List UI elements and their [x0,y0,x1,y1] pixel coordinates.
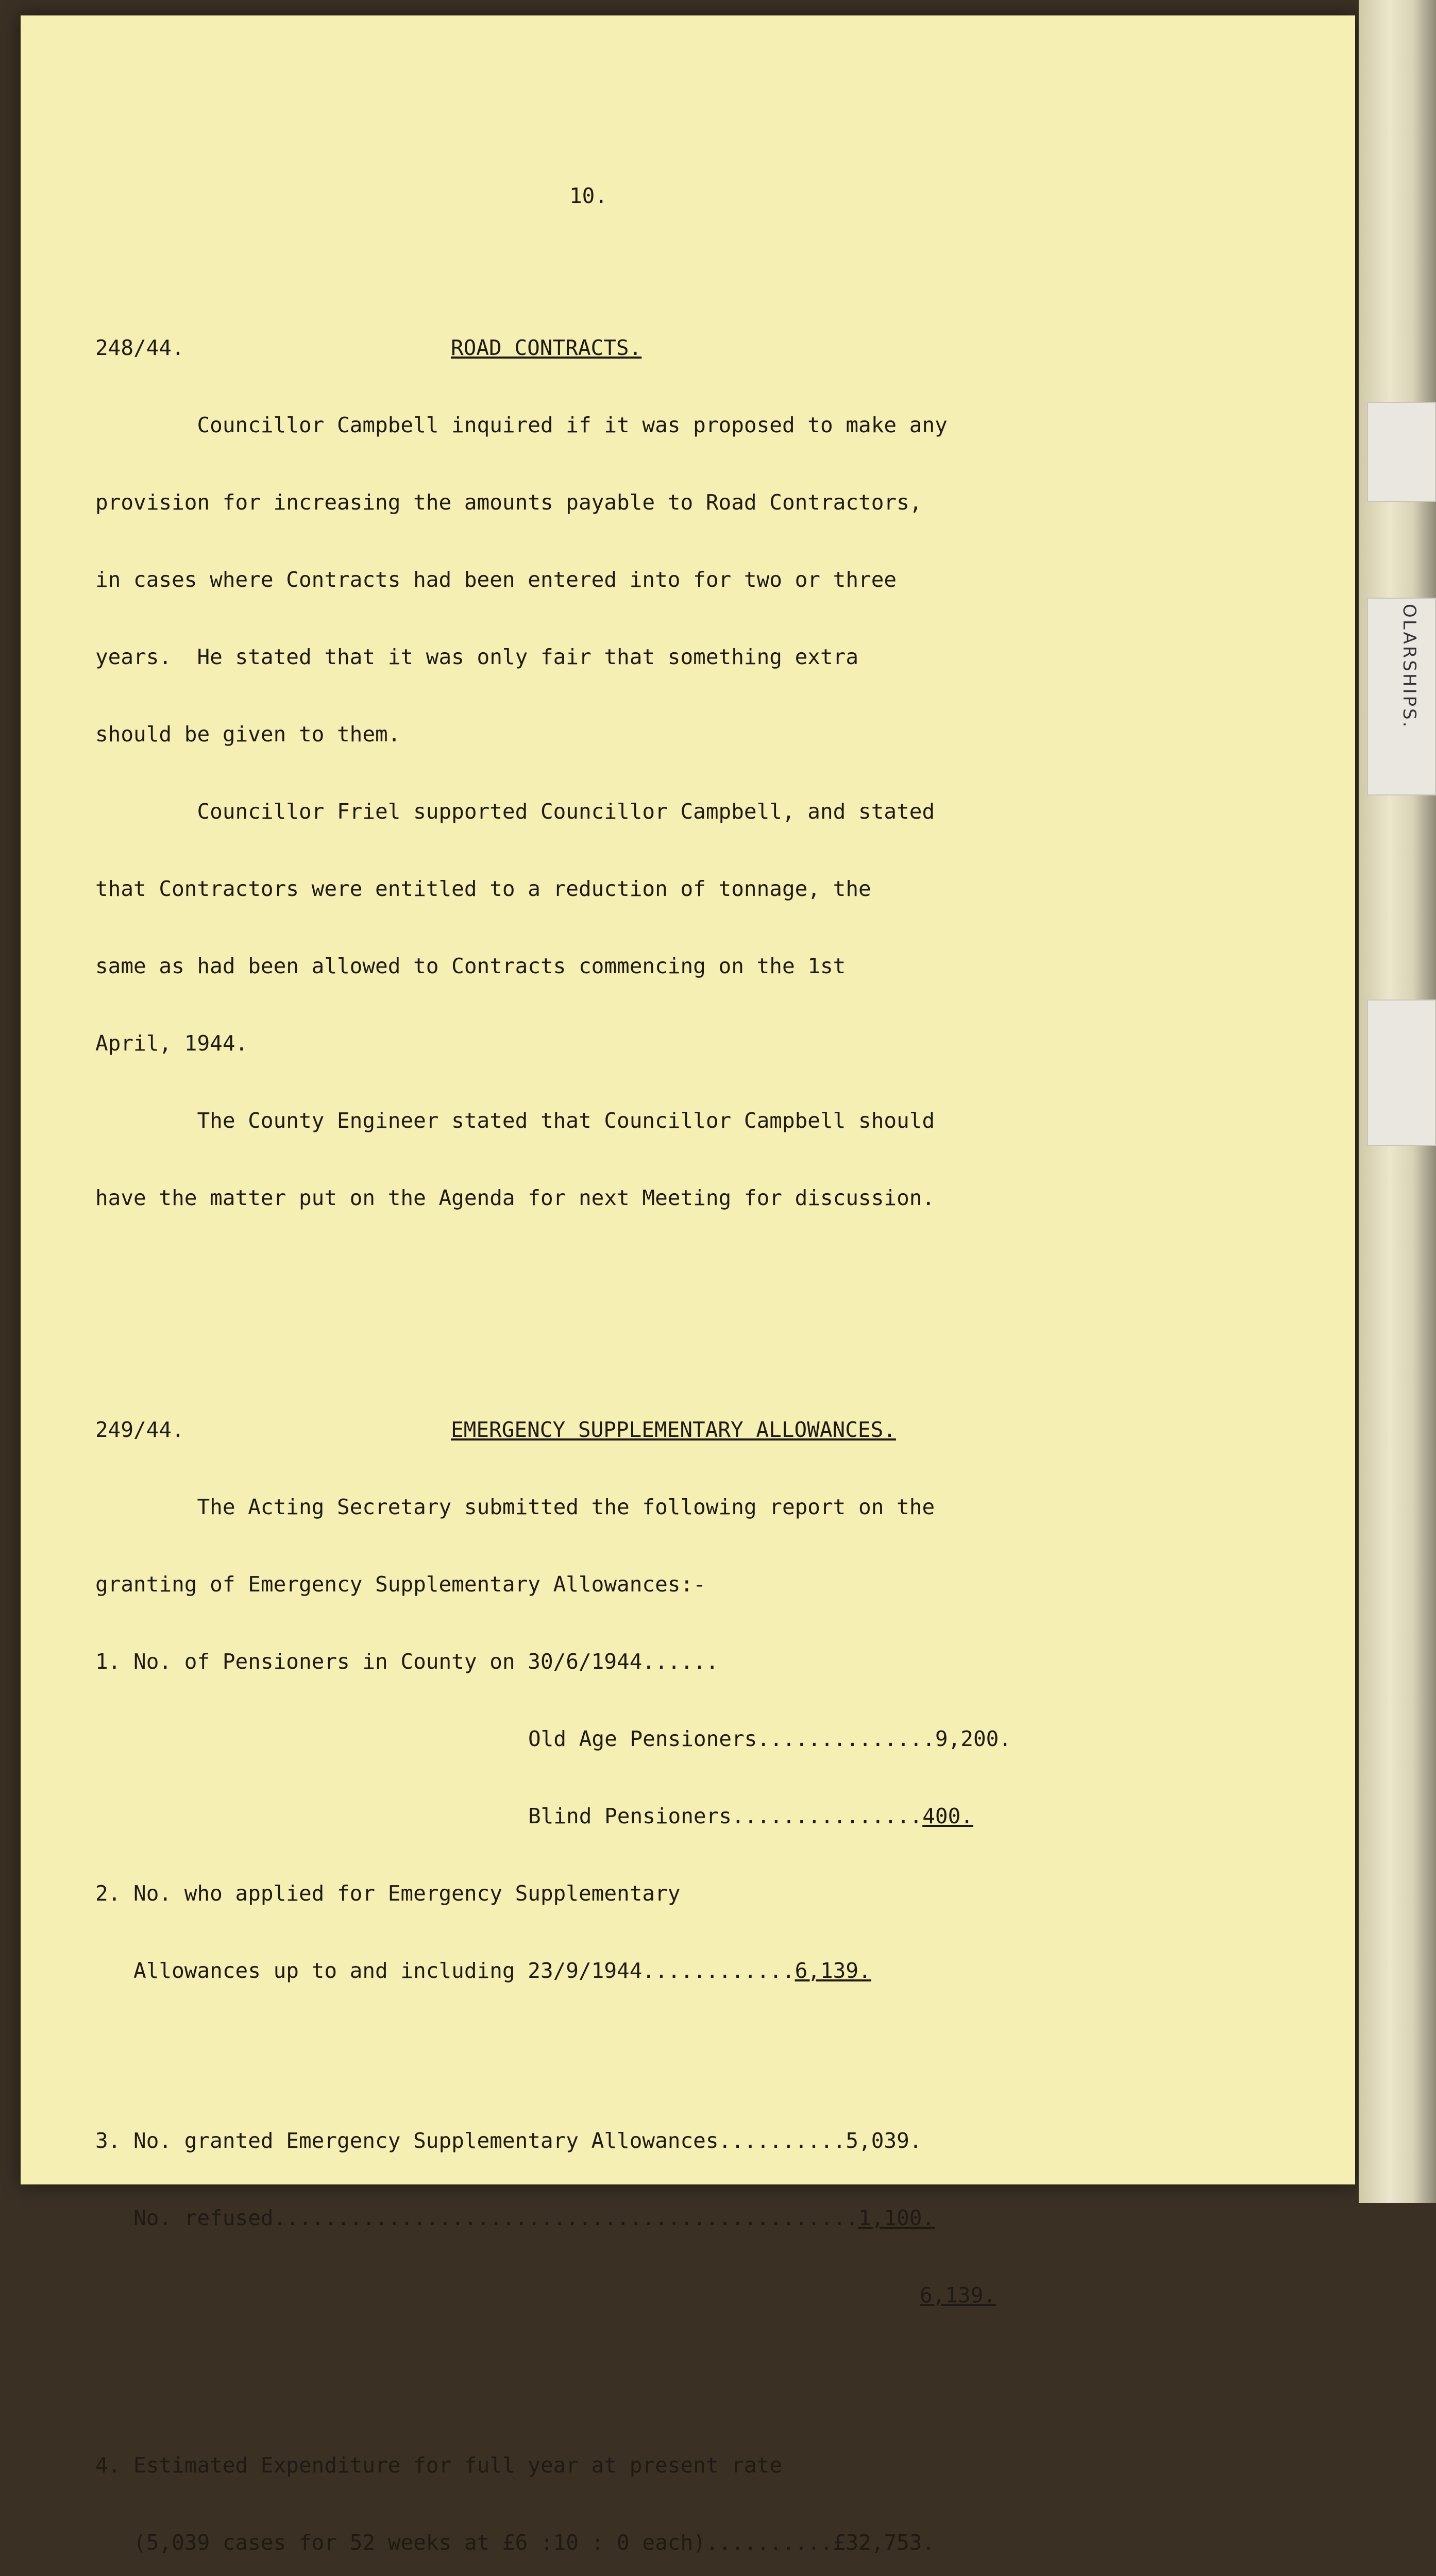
divider-tab [1367,402,1436,502]
minutes-text [95,124,1157,2576]
row-value: 6,139. [920,2283,996,2308]
row-label: Old Age Pensioners.............. [528,1726,935,1751]
binding-edge [1359,0,1436,2203]
text-line: granting of Emergency Supplementary Allowances:- [95,1572,706,1597]
report-row [95,1726,1157,1752]
report-item-2: 2. No. who applied for Emergency Supplementary [95,1881,681,1906]
section-title: EMERGENCY SUPPLEMENTARY ALLOWANCES. [451,1417,896,1442]
row-value: 6,139. [795,1958,871,1983]
row-value: 9,200. [935,1726,1011,1751]
minute-ref: 248/44. [95,335,184,360]
row-value: 400. [922,1804,973,1828]
report-row [95,1803,1157,1829]
section-title: ROAD CONTRACTS. [451,335,642,360]
text-line: The County Engineer stated that Councillor Campbell should [95,1108,935,1133]
section-heading [95,1417,1157,1443]
report-row [95,2128,1157,2154]
tab-label: OLARSHIPS. [1399,604,1420,730]
report-row [95,2282,1157,2308]
scholarships-tab[interactable] [1367,598,1436,795]
text-line: should be given to them. [95,722,401,747]
text-line: that Contractors were entitled to a reduction of tonnage, the [95,876,871,901]
text-line: have the matter put on the Agenda for next Meeting for discussion. [95,1185,935,1210]
row-label: Allowances up to and including 23/9/1944............ [95,1958,795,1983]
divider-tab [1367,999,1436,1146]
minute-ref: 249/44. [95,1417,184,1442]
row-label: Blind Pensioners............... [528,1804,923,1828]
text-line: The Acting Secretary submitted the following report on the [95,1495,935,1519]
text-line: Councillor Friel supported Councillor Campbell, and stated [95,799,935,824]
row-label: No. refused.............................................. [95,2206,859,2230]
text-line: April, 1944. [95,1031,248,1056]
text-line: Councillor Campbell inquired if it was proposed to make any [95,413,948,437]
text-line: same as had been allowed to Contracts commencing on the 1st [95,954,846,978]
row-value: 1,100. [858,2206,935,2230]
page-number: 10. [569,183,608,208]
report-item-4-detail: (5,039 cases for 52 weeks at £6 :10 : 0 each)..........£32,753. [95,2530,935,2555]
row-label: 3. No. granted Emergency Supplementary Allowances.......... [95,2128,846,2153]
report-row [95,2205,1157,2231]
text-line: years. He stated that it was only fair that something extra [95,645,859,669]
report-row [95,1958,1157,1984]
text-line: provision for increasing the amounts payable to Road Contractors, [95,490,922,515]
section-heading [95,335,1157,361]
text-line: in cases where Contracts had been entered into for two or three [95,567,897,592]
report-item-4: 4. Estimated Expenditure for full year at present rate [95,2453,782,2478]
row-value: 5,039. [846,2128,922,2153]
report-item-1: 1. No. of Pensioners in County on 30/6/1944...... [95,1649,719,1674]
